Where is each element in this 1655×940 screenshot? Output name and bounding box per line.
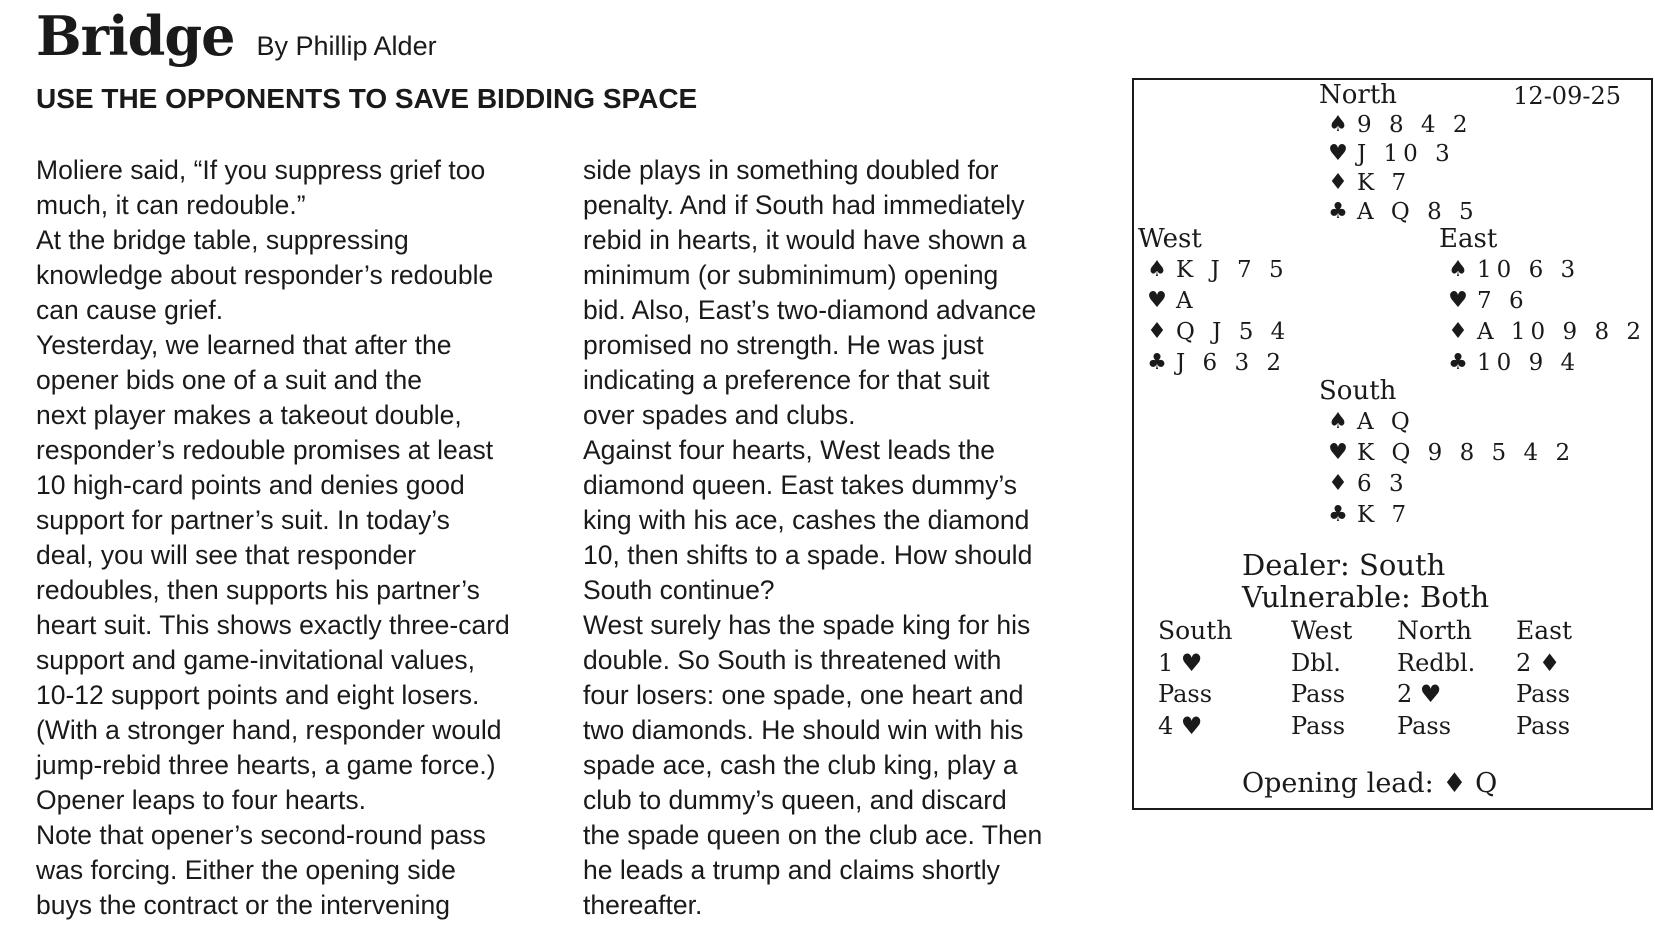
holding: 9 8 4 2	[1357, 111, 1473, 138]
text-line: jump-rebid three hearts, a game force.)	[36, 750, 496, 780]
text-line: king with his ace, cashes the diamond	[583, 505, 1030, 535]
holding: A	[1176, 287, 1198, 314]
text-line: four losers: one spade, one heart and	[583, 680, 1024, 710]
vulnerability-info: Vulnerable: Both	[1242, 580, 1490, 614]
text-line: redoubles, then supports his partner’s	[36, 575, 480, 605]
auction-call: Pass	[1291, 711, 1346, 740]
bridge-deal-diagram	[1132, 78, 1653, 810]
west-clubs	[1138, 347, 1290, 378]
holding: 6 3	[1357, 470, 1409, 497]
holding: J 10 3	[1357, 140, 1455, 167]
south-diamonds	[1319, 468, 1575, 499]
holding: 10 9 4	[1477, 349, 1581, 376]
holding: Q J 5 4	[1176, 318, 1291, 345]
spade-icon: ♠	[1448, 257, 1468, 282]
north-clubs	[1319, 197, 1479, 226]
diamond-icon: ♦	[1448, 319, 1468, 344]
auction-call: Pass	[1158, 680, 1213, 709]
auction-header-south: South	[1158, 616, 1233, 645]
auction-call: Pass	[1516, 711, 1571, 740]
auction-call: 2 ♦	[1516, 648, 1561, 677]
text-line: buys the contract or the intervening	[36, 890, 450, 920]
heart-icon: ♥	[1448, 288, 1468, 313]
south-label: South	[1319, 376, 1397, 406]
text-line: 10-12 support points and eight losers.	[36, 680, 480, 710]
text-line: 10 high-card points and denies good	[36, 470, 465, 500]
west-spades	[1138, 254, 1290, 285]
auction-row	[1158, 647, 1596, 679]
auction-row	[1158, 710, 1596, 742]
text-line: indicating a preference for that suit	[583, 365, 990, 395]
text-line: opener bids one of a suit and the	[36, 365, 423, 395]
text-line: deal, you will see that responder	[36, 540, 417, 570]
diamond-icon: ♦	[1147, 319, 1167, 344]
auction-call: 1 ♥	[1158, 648, 1203, 677]
auction-call: Pass	[1516, 680, 1571, 709]
holding: K 7	[1357, 501, 1412, 528]
text-line: much, it can redouble.”	[36, 190, 306, 220]
south-hand	[1319, 376, 1575, 530]
text-line: responder’s redouble promises at least	[36, 435, 494, 465]
auction-header-north: North	[1397, 616, 1473, 645]
text-line: Opener leaps to four hearts.	[36, 785, 366, 815]
text-line: (With a stronger hand, responder would	[36, 715, 502, 745]
text-line: penalty. And if South had immediately	[583, 190, 1025, 220]
auction-row	[1158, 679, 1596, 711]
heart-icon: ♥	[1328, 440, 1348, 465]
text-line: thereafter.	[583, 890, 703, 920]
text-line: support and game-invitational values,	[36, 645, 475, 675]
holding: A 10 9 8 2	[1477, 318, 1647, 345]
text-line: support for partner’s suit. In today’s	[36, 505, 450, 535]
text-line: Yesterday, we learned that after the	[36, 330, 452, 360]
club-icon: ♣	[1448, 350, 1468, 375]
auction-call: Pass	[1291, 680, 1346, 709]
north-label: North	[1319, 80, 1398, 110]
holding: K Q 9 8 5 4 2	[1357, 439, 1576, 466]
diamond-icon: ♦	[1328, 170, 1348, 195]
text-line: the spade queen on the club ace. Then	[583, 820, 1043, 850]
deal-date: 12-09-25	[1513, 82, 1621, 110]
holding: K J 7 5	[1176, 256, 1289, 283]
auction-call: 2 ♥	[1397, 680, 1442, 709]
text-line: double. So South is threatened with	[583, 645, 1002, 675]
south-hearts	[1319, 437, 1575, 468]
column-brand-title: Bridge	[36, 4, 235, 68]
holding: 10 6 3	[1477, 256, 1581, 283]
dealer-info: Dealer: South	[1242, 548, 1446, 582]
south-spades	[1319, 406, 1575, 437]
north-spades	[1319, 110, 1479, 139]
auction-table	[1158, 614, 1596, 742]
west-hearts	[1138, 285, 1290, 316]
holding: A Q	[1357, 408, 1415, 435]
holding: K 7	[1357, 169, 1412, 196]
north-hearts	[1319, 139, 1479, 168]
text-line: South continue?	[583, 575, 775, 605]
holding: A Q 8 5	[1357, 198, 1479, 225]
diamond-icon: ♦	[1328, 471, 1348, 496]
west-label: West	[1138, 224, 1202, 254]
text-line: he leads a trump and claims shortly	[583, 855, 1000, 885]
club-icon: ♣	[1328, 199, 1348, 224]
club-icon: ♣	[1147, 350, 1167, 375]
east-diamonds	[1439, 316, 1646, 347]
auction-call: 4 ♥	[1158, 711, 1203, 740]
spade-icon: ♠	[1328, 409, 1348, 434]
auction-call: Dbl.	[1291, 648, 1341, 677]
text-line: rebid in hearts, it would have shown a	[583, 225, 1027, 255]
masthead	[36, 4, 437, 68]
text-line: Note that opener’s second-round pass	[36, 820, 486, 850]
text-line: diamond queen. East takes dummy’s	[583, 470, 1018, 500]
text-line: Moliere said, “If you suppress grief too	[36, 155, 486, 185]
holding: J 6 3 2	[1176, 349, 1287, 376]
auction-header-east: East	[1516, 616, 1573, 645]
author-byline: By Phillip Alder	[256, 31, 437, 61]
article-column-2	[583, 153, 1093, 923]
north-hand	[1319, 80, 1479, 226]
text-line: Against four hearts, West leads the	[583, 435, 995, 465]
opening-lead: Opening lead: ♦ Q	[1242, 768, 1498, 799]
heart-icon: ♥	[1328, 141, 1348, 166]
west-diamonds	[1138, 316, 1290, 347]
text-line: bid. Also, East’s two-diamond advance	[583, 295, 1037, 325]
text-line: side plays in something doubled for	[583, 155, 999, 185]
holding: 7 6	[1477, 287, 1529, 314]
club-icon: ♣	[1328, 502, 1348, 527]
text-line: West surely has the spade king for his	[583, 610, 1031, 640]
east-spades	[1439, 254, 1646, 285]
auction-call: Redbl.	[1397, 648, 1476, 677]
text-line: spade ace, cash the club king, play a	[583, 750, 1018, 780]
article-column-1	[36, 153, 556, 923]
west-hand	[1138, 224, 1290, 378]
text-line: over spades and clubs.	[583, 400, 856, 430]
spade-icon: ♠	[1147, 257, 1167, 282]
east-clubs	[1439, 347, 1646, 378]
east-hand	[1439, 224, 1646, 378]
text-line: minimum (or subminimum) opening	[583, 260, 999, 290]
text-line: can cause grief.	[36, 295, 224, 325]
text-line: At the bridge table, suppressing	[36, 225, 409, 255]
text-line: heart suit. This shows exactly three-card	[36, 610, 510, 640]
north-diamonds	[1319, 168, 1479, 197]
auction-call: Pass	[1397, 711, 1452, 740]
south-clubs	[1319, 499, 1575, 530]
text-line: club to dummy’s queen, and discard	[583, 785, 1007, 815]
auction-header-row	[1158, 614, 1596, 647]
text-line: 10, then shifts to a spade. How should	[583, 540, 1033, 570]
article-headline: USE THE OPPONENTS TO SAVE BIDDING SPACE	[36, 83, 698, 114]
text-line: two diamonds. He should win with his	[583, 715, 1024, 745]
text-line: knowledge about responder’s redouble	[36, 260, 494, 290]
east-label: East	[1439, 224, 1498, 254]
text-line: next player makes a takeout double,	[36, 400, 462, 430]
text-line: was forcing. Either the opening side	[36, 855, 456, 885]
text-line: promised no strength. He was just	[583, 330, 984, 360]
heart-icon: ♥	[1147, 288, 1167, 313]
east-hearts	[1439, 285, 1646, 316]
spade-icon: ♠	[1328, 112, 1348, 137]
auction-header-west: West	[1291, 616, 1353, 645]
